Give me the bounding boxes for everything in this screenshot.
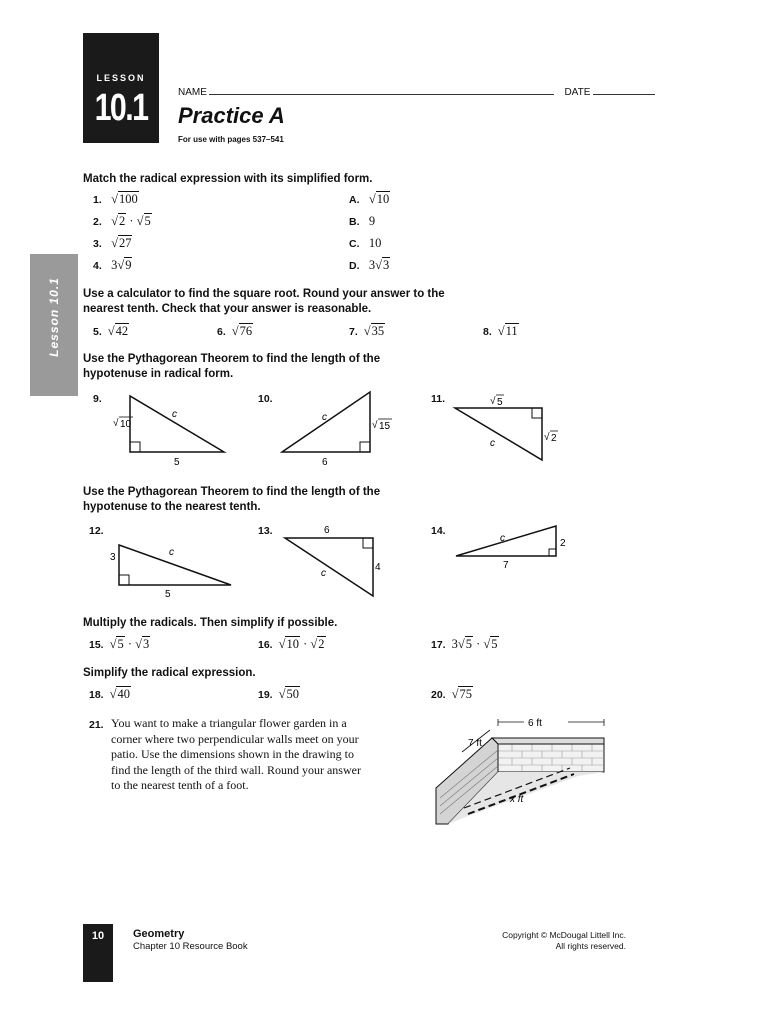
instruction-line: hypotenuse to the nearest tenth.	[83, 501, 261, 513]
radicand: 35	[371, 324, 385, 338]
pyth-item-10-number	[258, 391, 279, 405]
page-title: Practice A	[178, 103, 285, 128]
item-number: 5.	[93, 326, 102, 338]
triangle-10-leg-b: 6	[322, 457, 328, 468]
radicand: 3	[143, 637, 150, 651]
page-number: 10	[91, 930, 105, 942]
match-left-2	[93, 214, 152, 229]
item-number: 16.	[258, 639, 273, 651]
coefficient: 3	[451, 637, 458, 651]
item-number: 18.	[89, 689, 104, 701]
triangle-9-hyp: c	[172, 409, 177, 420]
multiply-instruction: Multiply the radicals. Then simplify if possible.	[83, 617, 338, 629]
triangle-14	[452, 522, 582, 572]
coefficient: 3	[111, 258, 118, 272]
radical-sign: √	[310, 637, 318, 651]
copyright-line: All rights reserved.	[555, 941, 626, 951]
value: 9	[368, 214, 376, 228]
word-line: to the nearest tenth of a foot.	[111, 778, 249, 792]
pyth-radical-instruction	[83, 352, 380, 382]
item-number: 19.	[258, 689, 273, 701]
word-line: corner where two perpendicular walls meet on your	[111, 731, 359, 746]
word-item-number	[89, 717, 110, 731]
triangle-11-hyp: c	[490, 438, 495, 449]
radical-sign: √	[278, 637, 286, 651]
footer-book-subtitle: Chapter 10 Resource Book	[133, 941, 248, 952]
triangle-9-leg-a: 10	[120, 419, 132, 430]
radical-sign: √	[368, 192, 376, 206]
radical-sign: √	[231, 324, 239, 338]
triangle-9-leg-a-radical: √	[113, 418, 119, 429]
calc-item-8	[483, 324, 519, 339]
item-number: 11.	[431, 393, 446, 405]
simplify-item-18	[89, 687, 131, 702]
item-number: 9.	[93, 393, 102, 405]
match-left-3	[93, 236, 132, 251]
triangle-13-leg-b: 4	[375, 562, 381, 573]
radical-sign: √	[278, 687, 286, 701]
item-letter: C.	[349, 238, 360, 250]
calculator-instruction	[83, 287, 445, 317]
match-left-4	[93, 258, 132, 273]
item-number: 1.	[93, 194, 102, 206]
multiply-item-17: 17. 3√5 · √5	[431, 637, 498, 651]
instruction-line: Use the Pythagorean Theorem to find the length of the	[83, 486, 381, 498]
item-number: 15.	[89, 639, 104, 651]
radical-sign: √	[363, 324, 371, 338]
garden-walls-figure	[428, 716, 613, 828]
item-number: 17.	[431, 639, 446, 651]
radical-sign: √	[111, 192, 118, 206]
item-number: 21.	[89, 719, 104, 731]
item-number: 7.	[349, 326, 358, 338]
triangle-11-leg-b: 2	[551, 433, 557, 444]
match-right-b	[349, 214, 375, 229]
item-number: 6.	[217, 326, 226, 338]
triangle-10-leg-a-radical: √	[372, 420, 378, 431]
triangle-12-leg-b: 5	[165, 589, 171, 600]
lesson-label: LESSON	[96, 73, 146, 83]
match-left-1	[93, 192, 139, 207]
item-number: 8.	[483, 326, 492, 338]
footer-book-title: Geometry	[133, 928, 185, 940]
item-letter: D.	[349, 260, 360, 272]
word-line: patio. Use the dimensions shown in the drawing to	[111, 747, 354, 761]
instruction-line: nearest tenth. Check that your answer is reasonable.	[83, 303, 372, 315]
pyth-tenth-instruction	[83, 485, 380, 515]
triangle-13	[280, 522, 400, 602]
triangle-14-hyp: c	[500, 533, 505, 544]
radicand: 2	[318, 637, 325, 651]
triangle-12-leg-a: 3	[110, 552, 116, 563]
page-number-box	[83, 924, 113, 982]
radicand: 27	[118, 236, 132, 250]
copyright-line: Copyright © McDougal Littell Inc.	[502, 930, 626, 940]
triangle-10-leg-a: 15	[379, 421, 391, 432]
radicand: 5	[117, 637, 124, 651]
radicand: 100	[118, 192, 138, 206]
simplify-instruction: Simplify the radical expression.	[83, 667, 256, 679]
calc-item-7	[349, 324, 385, 339]
instruction-line: hypotenuse in radical form.	[83, 368, 234, 380]
item-number: 13.	[258, 525, 273, 537]
radical-sign: √	[111, 236, 118, 250]
lesson-badge	[83, 33, 159, 143]
date-field	[593, 85, 655, 95]
triangle-12	[105, 525, 245, 600]
radical-sign: √	[111, 214, 118, 228]
word-problem-text	[111, 716, 401, 794]
pyth-item-13-number	[258, 523, 279, 537]
multiply-item-15: 15. √5 · √3	[89, 637, 150, 651]
pyth-item-14-number	[431, 523, 452, 537]
radical-sign: √	[136, 214, 144, 228]
page-subtitle: For use with pages 537–541	[178, 135, 284, 144]
match-right-d	[349, 258, 390, 273]
item-number: 12.	[89, 525, 104, 537]
radicand: 11	[505, 324, 518, 338]
radicand: 40	[117, 687, 130, 701]
match-right-a	[349, 192, 390, 207]
name-date-line	[178, 85, 655, 98]
radical-sign: √	[135, 637, 143, 651]
radicand: 76	[239, 324, 253, 338]
simplify-item-19	[258, 687, 300, 702]
item-letter: A.	[349, 194, 360, 206]
radicand: 9	[125, 258, 132, 272]
triangle-10-hyp: c	[322, 412, 327, 423]
radical-sign: √	[375, 258, 382, 272]
triangle-13-leg-a: 6	[324, 525, 330, 536]
triangle-11-leg-b-radical: √	[544, 432, 550, 443]
triangle-12-hyp: c	[169, 547, 174, 558]
name-field	[209, 85, 554, 95]
radical-sign: √	[457, 637, 465, 651]
radicand: 10	[286, 637, 299, 651]
simplify-item-20	[431, 687, 473, 702]
triangle-11-leg-a: 5	[497, 397, 503, 408]
date-label: DATE	[564, 87, 591, 98]
side-tab-label: Lesson 10.1	[47, 277, 61, 357]
radical-sign: √	[497, 324, 505, 338]
radical-sign: √	[109, 687, 117, 701]
radicand: 2	[118, 214, 126, 228]
triangle-9-leg-b: 5	[174, 457, 180, 468]
item-number: 10.	[258, 393, 273, 405]
dimension-c: x ft	[510, 794, 524, 805]
triangle-11	[450, 390, 580, 470]
coefficient: 3	[368, 258, 376, 272]
item-number: 20.	[431, 689, 446, 701]
footer-copyright	[470, 930, 626, 952]
times-sign: ·	[126, 214, 137, 228]
radical-sign: √	[117, 258, 125, 272]
instruction-line: Use a calculator to find the square root. Round your answer to the	[83, 288, 445, 300]
radical-sign: √	[483, 637, 491, 651]
radicand: 3	[382, 258, 390, 272]
item-number: 4.	[93, 260, 102, 272]
radicand: 42	[115, 324, 129, 338]
item-number: 3.	[93, 238, 102, 250]
lesson-number: 10.1	[94, 87, 148, 129]
radicand: 5	[465, 637, 472, 651]
calc-item-5	[93, 324, 129, 339]
value: 10	[368, 236, 382, 250]
multiply-item-16: 16. √10 · √2	[258, 637, 325, 651]
triangle-9	[100, 390, 230, 470]
triangle-11-leg-a-radical: √	[490, 396, 496, 407]
match-right-c	[349, 236, 381, 251]
radicand: 5	[144, 214, 151, 228]
triangle-10	[280, 390, 405, 470]
word-line: find the length of the third wall. Round your answer	[111, 762, 361, 777]
triangle-14-leg-a: 2	[560, 538, 566, 549]
side-tab	[30, 254, 78, 396]
triangle-13-hyp: c	[321, 568, 326, 579]
item-number: 14.	[431, 525, 446, 537]
item-letter: B.	[349, 216, 360, 228]
item-number: 2.	[93, 216, 102, 228]
radicand: 5	[491, 637, 498, 651]
radical-sign: √	[109, 637, 117, 651]
match-instruction: Match the radical expression with its simplified form.	[83, 173, 373, 185]
radicand: 10	[376, 192, 390, 206]
calc-item-6	[217, 324, 253, 339]
radicand: 50	[286, 687, 299, 701]
word-line: You want to make a triangular flower garden in a	[111, 716, 347, 730]
name-label: NAME	[178, 87, 207, 98]
radicand: 75	[459, 687, 472, 701]
dimension-a: 6 ft	[528, 718, 542, 729]
dimension-b: 7 ft	[468, 738, 482, 749]
radical-sign: √	[451, 687, 459, 701]
triangle-14-leg-b: 7	[503, 560, 509, 571]
pyth-item-11-number	[431, 391, 451, 405]
radical-sign: √	[107, 324, 115, 338]
instruction-line: Use the Pythagorean Theorem to find the length of the	[83, 353, 381, 365]
